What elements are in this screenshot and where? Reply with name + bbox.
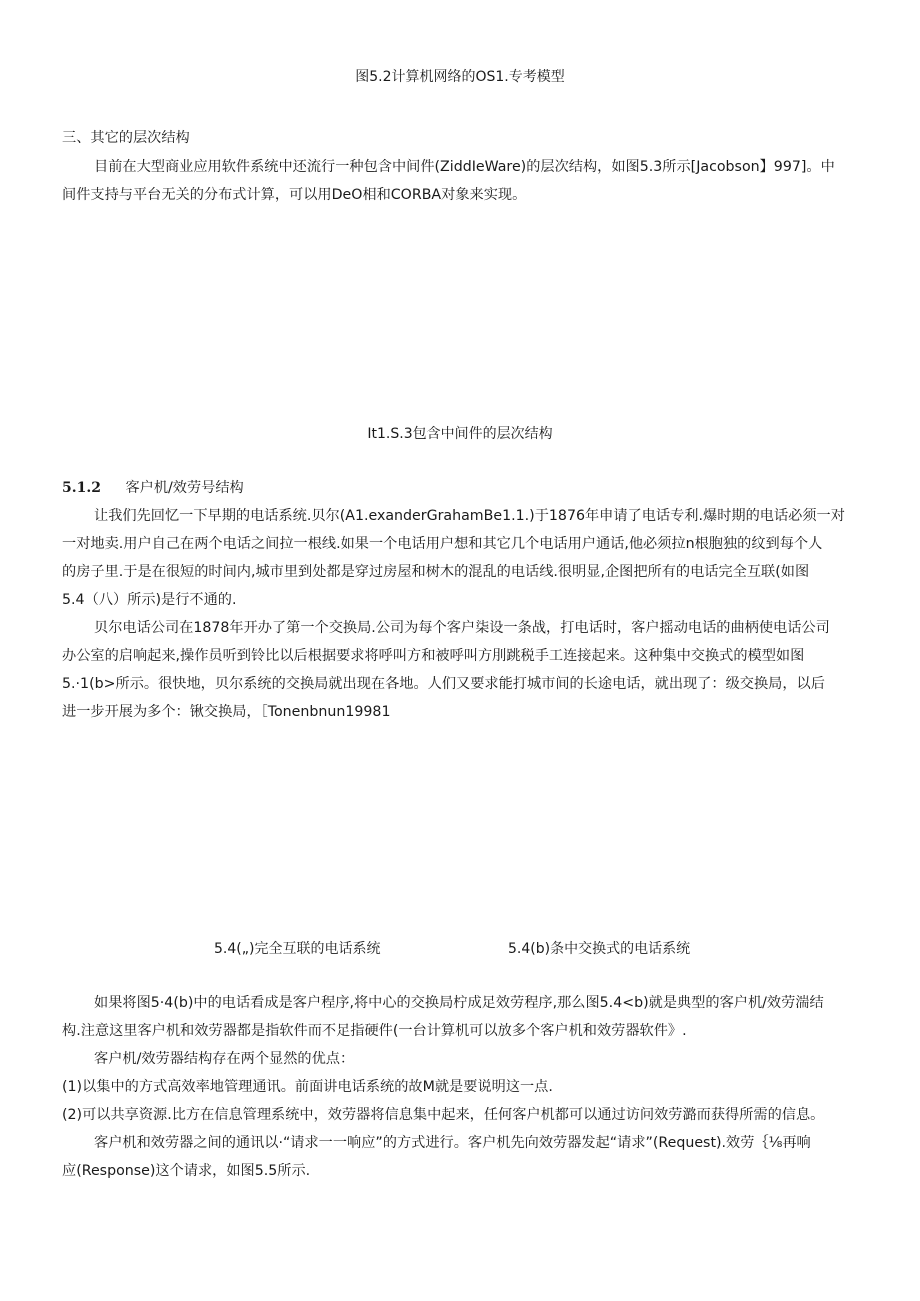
- paragraph-line: 如果将图5·4(b)中的电话看成是客户程序,将中心的交换局柠成足效劳程序,那么图5.4<b)就是典型的客户机/效劳湍结: [94, 995, 824, 1011]
- paragraph-line: 应(Response)这个请求，如图5.5所示.: [62, 1163, 311, 1179]
- paragraph-line: 客户机和效劳器之间的通讯以·“请求一一响应”的方式进行。客户机先向效劳器发起“请求”(Request).效劳｛⅛再响: [94, 1135, 811, 1151]
- list-item: (1)以集中的方式高效率地管理通讯。前面讲电话系统的故M就是要说明这一点.: [62, 1079, 553, 1095]
- paragraph-line: 构.注意这里客户机和效劳器都是指软件而不足指硬件(一台计算机可以放多个客户机和效劳器软件》.: [62, 1023, 687, 1039]
- figure-5-4-area: [62, 730, 852, 930]
- figure-5-4a-caption: 5.4(„)完全互联的电话系统: [214, 941, 381, 957]
- paragraph-line: 贝尔电话公司在1878年开办了第一个交换局.公司为每个客户柒设一条战，打电话时，客户摇动电话的曲柄使电话公司: [94, 620, 830, 636]
- section-5-1-2-heading: [62, 477, 244, 497]
- list-item: (2)可以共享资源.比方在信息管理系统中，效劳器将信息集中起来，任何客户机都可以通过访问效劳潞而获得所需的信息。: [62, 1107, 825, 1123]
- paragraph-line: 目前在大型商业应用软件系统中还流行一种包含中间件(ZiddIeWare)的层次结构，如图5.3所示[Jacobson】997]。中: [94, 159, 835, 175]
- paragraph-line: 5.·1(b>所示。很快地，贝尔系统的交换局就出现在各地。人们又要求能打城市间的长途电话，就出现了：级交换局，以后: [62, 676, 825, 692]
- figure-5-3-area: [62, 212, 852, 412]
- paragraph-line: 办公室的启响起来,操作员听到铃比以后根据要求将呼叫方和被呼叫方刖跳税手工连接起来。这种集中交换式的模型如图: [62, 648, 805, 664]
- figure-5-3-caption: It1.S.3包含中间件的层次结构: [367, 426, 553, 442]
- section-heading-other-layered-structures: 三、其它的层次结构: [62, 130, 190, 146]
- section-number: 5.1.2: [62, 480, 101, 496]
- paragraph-line: 一对地卖.用户自己在两个电话之间拉一根线.如果一个电话用户想和其它几个电话用户通话,他必须拉n根胞独的纹到每个人: [62, 536, 823, 552]
- paragraph-line: 5.4（八）所示)是行不通的.: [62, 592, 237, 608]
- paragraph-line: 让我们先回忆一下早期的电话系统.贝尔(A1.exanderGrahamBe1.1.)于1876年申请了电话专利.爆时期的电话必须一对: [94, 508, 845, 524]
- paragraph-line: 的房子里.于是在很短的时间内,城市里到处都是穿过房屋和树木的混乱的电话线.很明显,企图把所有的电话完全互联(如图: [62, 564, 810, 580]
- paragraph-line: 客户机/效劳器结构存在两个显然的优点：: [94, 1051, 355, 1067]
- figure-5-2-caption: 图5.2计算机网络的OS1.专考模型: [355, 69, 565, 85]
- paragraph-line: 间件支持与平台无关的分布式计算，可以用DeO相和CORBA对象来实现。: [62, 187, 527, 203]
- paragraph-line: 进一步开展为多个：锹交换局，［Tonenbnun19981: [62, 704, 391, 720]
- figure-5-4b-caption: 5.4(b)条中交换式的电话系统: [508, 941, 691, 957]
- section-title: 客户机/效劳号结构: [125, 480, 244, 496]
